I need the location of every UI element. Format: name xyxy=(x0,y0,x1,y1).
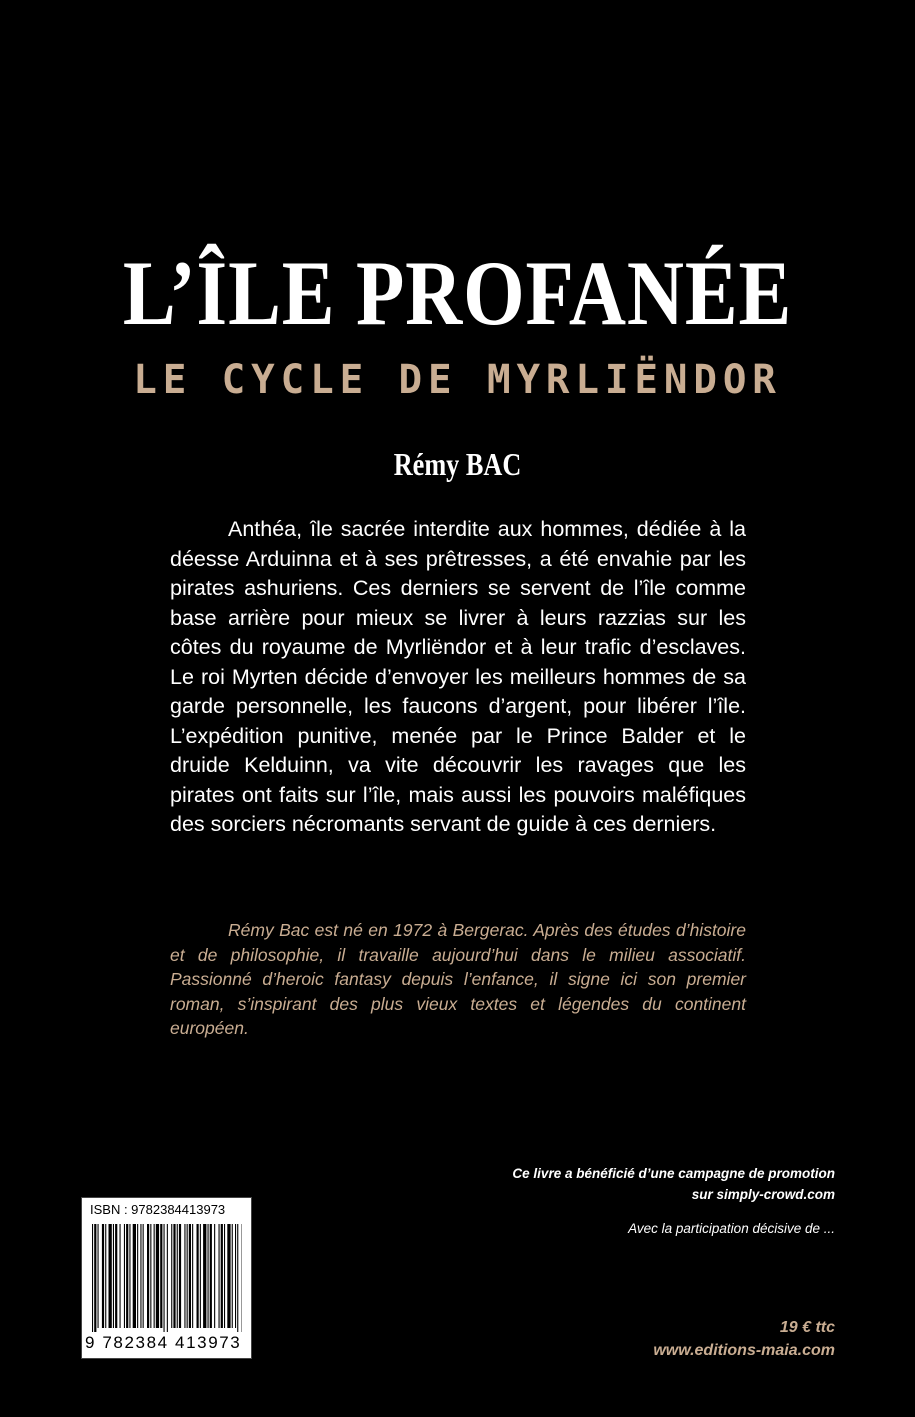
barcode-bar xyxy=(167,1224,168,1332)
barcode-bar xyxy=(92,1224,93,1332)
barcode-bar xyxy=(109,1224,112,1328)
barcode-bar xyxy=(227,1224,230,1328)
barcode-bar xyxy=(143,1224,144,1328)
isbn-label: ISBN : 9782384413973 xyxy=(90,1202,226,1217)
price-label: 19 € ttc xyxy=(779,1319,835,1336)
promo-line-1: Ce livre a bénéficié d’une campagne de promotion xyxy=(512,1166,835,1181)
barcode-bar xyxy=(126,1224,128,1328)
barcode-bar xyxy=(219,1224,220,1328)
barcode-bar xyxy=(120,1224,121,1328)
barcode-bar xyxy=(164,1224,165,1332)
barcode-bar xyxy=(177,1224,178,1328)
barcode-bar xyxy=(140,1224,141,1328)
barcode-bar xyxy=(160,1224,162,1328)
barcode-bar xyxy=(129,1224,130,1328)
author-bio: Rémy Bac est né en 1972 à Bergerac. Après des études d’histoire et de philosophie, il travaille aujourd’hui dans le milieu associatif. Passionné d’heroic fantasy depuis l’enfance, il signe ici son premier roman, s’inspirant des plus vieux textes et légendes du continent européen. xyxy=(170,920,746,1038)
barcode-bar xyxy=(179,1224,181,1328)
barcode-bar xyxy=(105,1224,106,1328)
barcode-bars xyxy=(92,1224,242,1332)
barcode-bar xyxy=(237,1224,238,1332)
barcode-bar xyxy=(187,1224,188,1328)
promo-line-2: sur simply-crowd.com xyxy=(691,1187,835,1202)
barcode-bar xyxy=(150,1224,151,1328)
barcode-bar xyxy=(224,1224,225,1328)
book-title: L’ÎLE PROFANÉE xyxy=(122,242,793,344)
barcode-bar xyxy=(192,1224,193,1328)
barcode-bar xyxy=(189,1224,191,1328)
barcode-bar xyxy=(94,1224,96,1332)
publisher-website: www.editions-maia.com xyxy=(653,1342,835,1359)
isbn-barcode xyxy=(81,1197,252,1359)
barcode-bar xyxy=(235,1224,236,1328)
barcode-bar xyxy=(102,1224,104,1328)
barcode-bar xyxy=(208,1224,209,1328)
barcode-bar xyxy=(113,1224,114,1328)
barcode-bar xyxy=(221,1224,223,1328)
barcode-bar xyxy=(115,1224,117,1328)
barcode-bar xyxy=(171,1224,172,1328)
barcode-bar xyxy=(173,1224,175,1328)
barcode-bar xyxy=(200,1224,201,1328)
series-subtitle: LE CYCLE DE MYRLIËNDOR xyxy=(133,357,782,403)
barcode-bar xyxy=(232,1224,233,1328)
barcode-bar xyxy=(214,1224,215,1328)
barcode-bar xyxy=(147,1224,149,1328)
barcode-bar xyxy=(154,1224,155,1328)
barcode-digits: 9 782384 413973 xyxy=(85,1333,242,1352)
barcode-bar xyxy=(133,1224,136,1328)
barcode-bar xyxy=(98,1224,99,1328)
barcode-bar xyxy=(197,1224,199,1328)
promo-notice xyxy=(395,1163,835,1205)
barcode-bar xyxy=(210,1224,212,1328)
barcode-bar xyxy=(184,1224,185,1328)
barcode-bar xyxy=(203,1224,206,1328)
barcode-bar xyxy=(124,1224,125,1328)
barcode-bar xyxy=(156,1224,159,1328)
synopsis-text: Anthéa, île sacrée interdite aux hommes, dédiée à la déesse Arduinna et à ses prêtresses, a été envahie par les pirates ashuriens. Ces derniers se servent de l’île comme base arrière pour mieux se livrer à leurs razzias sur les côtes du royaume de Myrliëndor et à leur trafic d’esclaves. Le roi Myrten décide d’envoyer les meilleurs hommes de sa garde personnelle, les faucons d’argent, pour libérer l’île. L’expédition punitive, menée par le Prince Balder et le druide Kelduinn, va vite découvrir les ravages que les pirates ont faits sur l’île, mais aussi les pouvoirs maléfiques des sorciers nécromants servant de guide à ces derniers. xyxy=(170,517,746,836)
barcode-bar xyxy=(137,1224,138,1328)
author-name: Rémy BAC xyxy=(393,446,522,482)
participation-note: Avec la participation décisive de ... xyxy=(628,1221,835,1236)
